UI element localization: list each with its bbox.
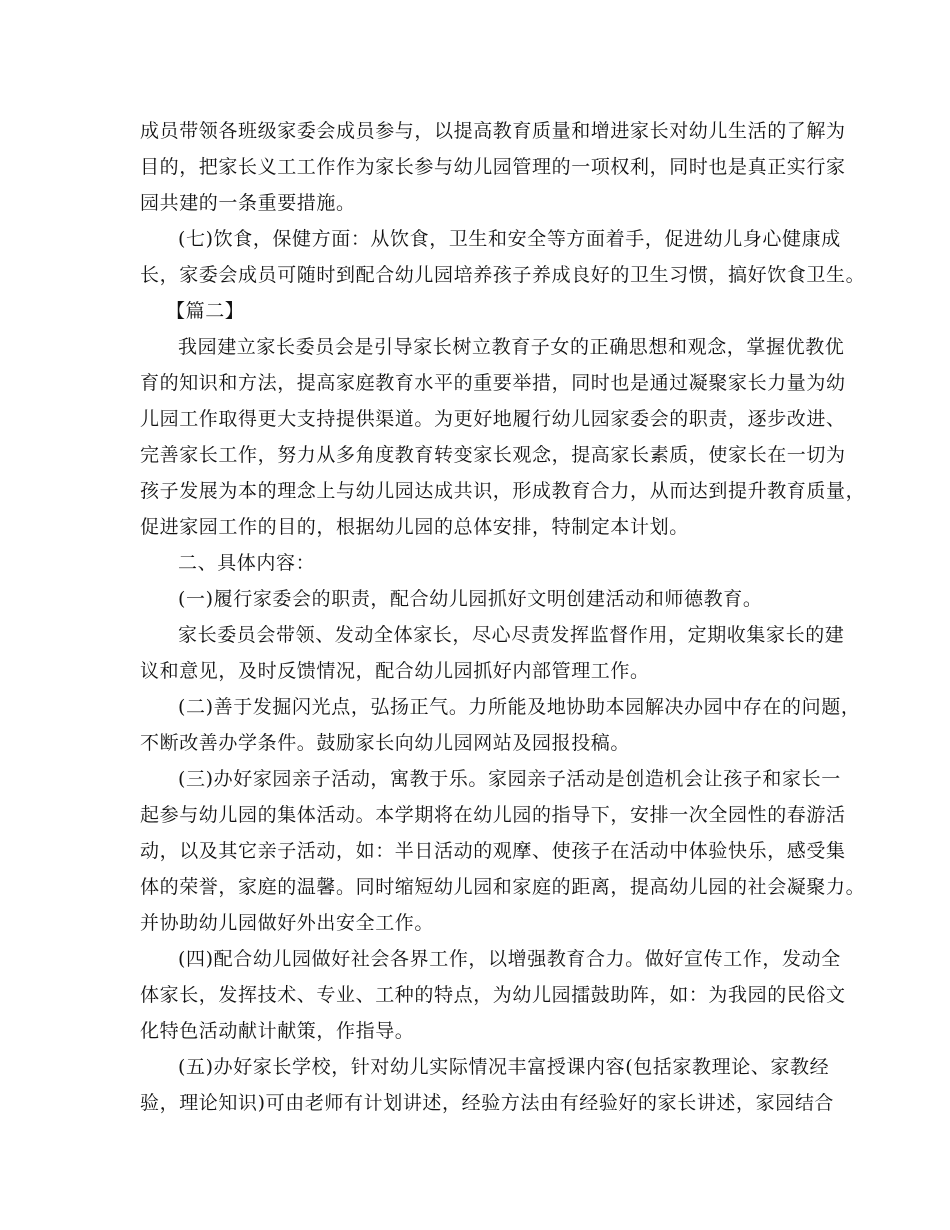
text-line: 体家长，发挥技术、专业、工种的特点，为幼儿园擂鼓助阵，如：为我园的民俗文 <box>140 984 846 1006</box>
text-line: (七)饮食，保健方面：从饮食，卫生和安全等方面着手，促进幼儿身心健康成 <box>178 228 841 250</box>
text-line: 家长委员会带领、发动全体家长，尽心尽责发挥监督作用，定期收集家长的建 <box>178 624 845 646</box>
text-line: 促进家园工作的目的，根据幼儿园的总体安排，特制定本计划。 <box>140 516 689 538</box>
text-line: 孩子发展为本的理念上与幼儿园达成共识，形成教育合力，从而达到提升教育质量， <box>140 480 866 502</box>
text-line: 动，以及其它亲子活动，如：半日活动的观摩、使孩子在活动中体验快乐，感受集 <box>140 840 846 862</box>
text-line: 完善家长工作，努力从多角度教育转变家长观念，提高家长素质，使家长在一切为 <box>140 444 846 466</box>
text-line: 并协助幼儿园做好外出安全工作。 <box>140 912 435 934</box>
text-line: 不断改善办学条件。鼓励家长向幼儿园网站及园报投稿。 <box>140 732 631 754</box>
section-heading: 【篇二】 <box>166 300 245 322</box>
text-line: (四)配合幼儿园做好社会各界工作，以增强教育合力。做好宣传工作，发动全 <box>178 948 841 970</box>
text-line: (五)办好家长学校，针对幼儿实际情况丰富授课内容(包括家教理论、家教经 <box>178 1056 830 1078</box>
text-line: (三)办好家园亲子活动，寓教于乐。家园亲子活动是创造机会让孩子和家长一 <box>178 768 841 790</box>
text-line: 我园建立家长委员会是引导家长树立教育子女的正确思想和观念，掌握优教优 <box>178 336 845 358</box>
text-line: 成员带领各班级家委会成员参与，以提高教育质量和增进家长对幼儿生活的了解为 <box>140 120 846 142</box>
text-line: (一)履行家委会的职责，配合幼儿园抓好文明创建活动和师德教育。 <box>178 588 763 610</box>
text-line: 长，家委会成员可随时到配合幼儿园培养孩子养成良好的卫生习惯，搞好饮食卫生。 <box>140 264 866 286</box>
text-line: 园共建的一条重要措施。 <box>140 192 356 214</box>
text-line: 体的荣誉，家庭的温馨。同时缩短幼儿园和家庭的距离，提高幼儿园的社会凝聚力。 <box>140 876 866 898</box>
text-line: (二)善于发掘闪光点，弘扬正气。力所能及地协助本园解决办园中存在的问题， <box>178 696 861 718</box>
text-line: 育的知识和方法，提高家庭教育水平的重要举措，同时也是通过凝聚家长力量为幼 <box>140 372 846 394</box>
text-line: 议和意见，及时反馈情况，配合幼儿园抓好内部管理工作。 <box>140 660 650 682</box>
text-line: 儿园工作取得更大支持提供渠道。为更好地履行幼儿园家委会的职责，逐步改进、 <box>140 408 846 430</box>
text-line: 化特色活动献计献策，作指导。 <box>140 1020 415 1042</box>
text-line: 验，理论知识)可由老师有计划讲述，经验方法由有经验好的家长讲述，家园结合 <box>140 1092 835 1114</box>
text-line: 二、具体内容： <box>178 552 316 574</box>
text-line: 起参与幼儿园的集体活动。本学期将在幼儿园的指导下，安排一次全园性的春游活 <box>140 804 846 826</box>
text-line: 目的，把家长义工工作作为家长参与幼儿园管理的一项权利，同时也是真正实行家 <box>140 156 846 178</box>
